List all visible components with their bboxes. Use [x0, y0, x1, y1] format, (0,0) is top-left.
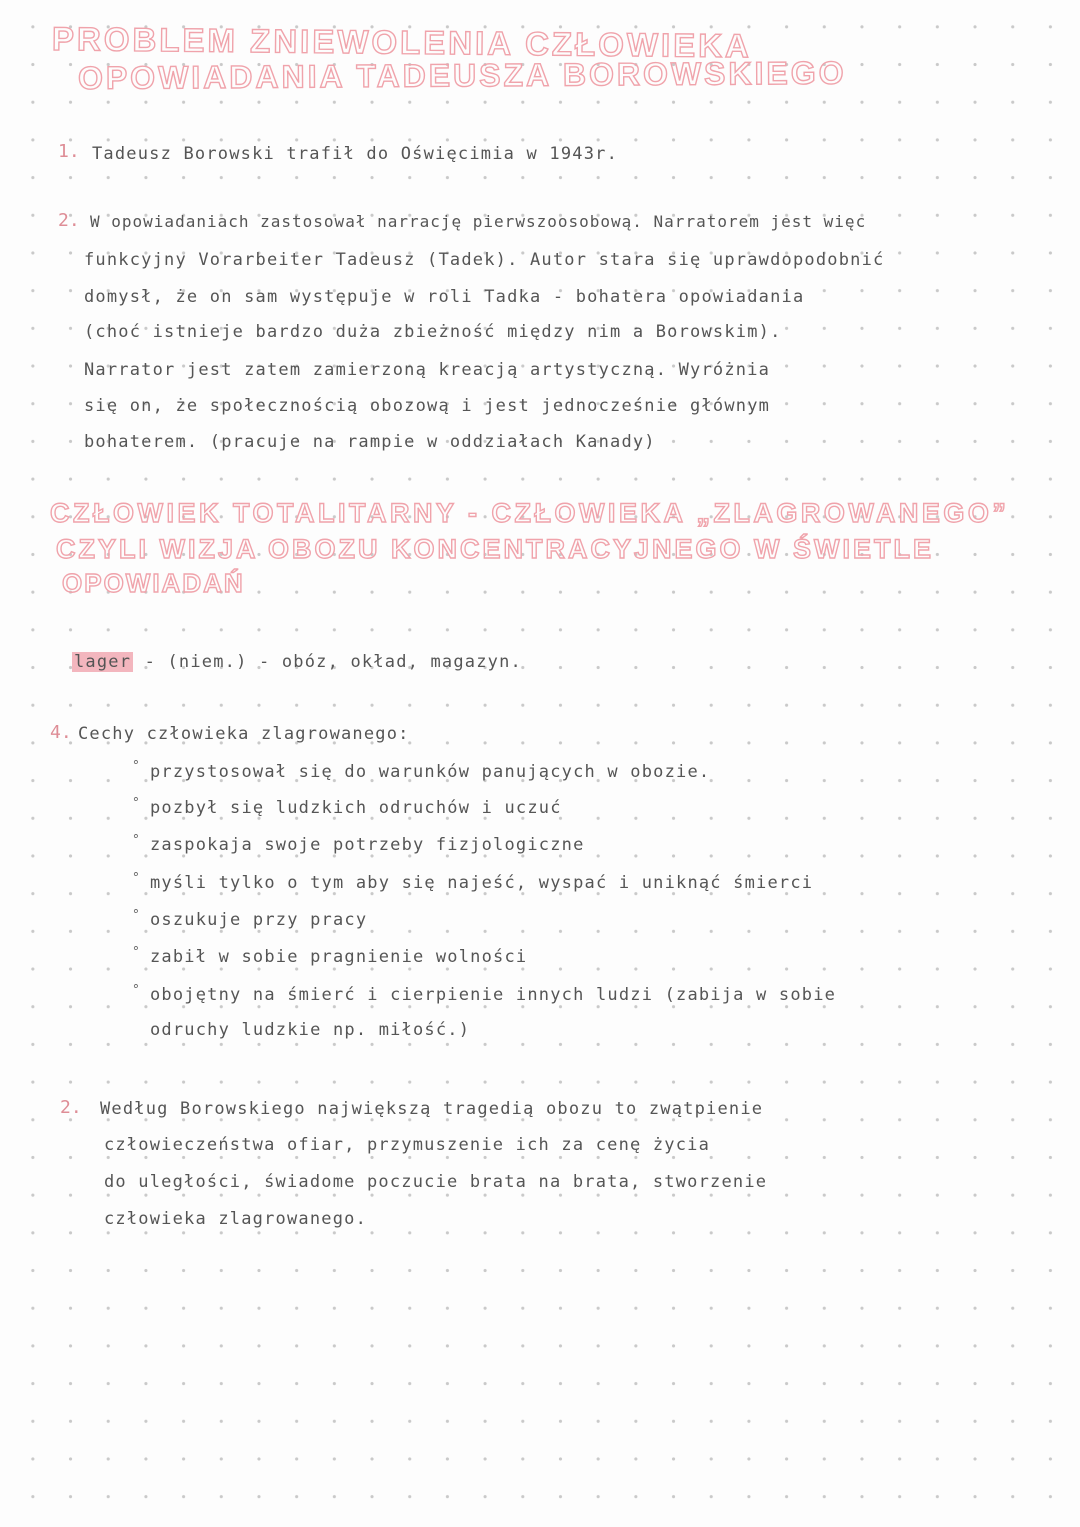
trait-7: obojętny na śmierć i cierpienie innych ludzi (zabija w sobie	[150, 985, 837, 1005]
bullet-icon: °	[132, 796, 140, 811]
item-2-line-3: domysł, że on sam występuje w roli Tadka - bohatera opowiadania	[84, 287, 805, 307]
item-2-line-5: Narrator jest zatem zamierzoną kreacją artystyczną. Wyróżnia	[84, 360, 771, 380]
item-5-line-4: człowieka zlagrowanego.	[104, 1209, 368, 1229]
item-5-line-2: człowieczeństwa ofiar, przymuszenie ich za cenę życia	[104, 1135, 711, 1155]
page-title-line-2: OPOWIADANIA TADEUSZA BOROWSKIEGO	[77, 54, 847, 96]
item-4-intro: Cechy człowieka zlagrowanego:	[78, 724, 410, 744]
bullet-icon: °	[132, 945, 140, 960]
lager-definition	[72, 652, 522, 672]
lager-definition-text: - (niem.) - obóz, okład, magazyn.	[133, 652, 522, 672]
item-2-line-6: się on, że społecznością obozową i jest jednocześnie głównym	[84, 396, 771, 416]
trait-6: zabił w sobie pragnienie wolności	[150, 947, 528, 967]
bullet-icon: °	[132, 908, 140, 923]
bullet-icon: °	[132, 759, 140, 774]
item-2-line-7: bohaterem. (pracuje na rampie w oddziałach Kanady)	[84, 432, 656, 452]
bullet-icon: °	[132, 983, 140, 998]
item-4-number: 4.	[50, 722, 72, 743]
item-5-number: 2.	[60, 1097, 82, 1118]
trait-5: oszukuje przy pracy	[150, 910, 368, 930]
trait-4: myśli tylko o tym aby się najeść, wyspać i uniknąć śmierci	[150, 873, 814, 893]
page-title-line-1: PROBLEM ZNIEWOLENIA CZŁOWIEKA	[51, 20, 753, 65]
item-2-number: 2.	[58, 210, 80, 231]
trait-1: przystosował się do warunków panujących w obozie.	[150, 762, 711, 782]
section-heading-line-3: OPOWIADAŃ	[62, 568, 245, 598]
section-heading-line-2: CZYLI WIZJA OBOZU KONCENTRACYJNEGO W ŚWIETLE	[56, 534, 934, 564]
trait-7-continued: odruchy ludzkie np. miłość.)	[150, 1020, 471, 1040]
trait-2: pozbył się ludzkich odruchów i uczuć	[150, 798, 562, 818]
item-2-line-2: funkcyjny Vorarbeiter Tadeusz (Tadek). Autor stara się uprawdopodobnić	[84, 250, 885, 270]
bullet-icon: °	[132, 833, 140, 848]
trait-3: zaspokaja swoje potrzeby fizjologiczne	[150, 835, 585, 855]
section-heading-line-1: CZŁOWIEK TOTALITARNY - CZŁOWIEKA „ZLAGROWANEGO”	[50, 498, 1010, 528]
item-5-line-3: do uległości, świadome poczucie brata na brata, stworzenie	[104, 1172, 768, 1192]
item-1-text: Tadeusz Borowski trafił do Oświęcimia w 1943r.	[92, 144, 619, 164]
lager-term-highlight: lager	[74, 652, 132, 672]
bullet-icon: °	[132, 871, 140, 886]
item-2-line-4: (choć istnieje bardzo duża zbieżność między nim a Borowskim).	[84, 322, 782, 342]
item-2-line-1: W opowiadaniach zastosował narrację pierwszoosobową. Narratorem jest więc	[90, 212, 867, 231]
item-1-number: 1.	[58, 141, 80, 162]
item-5-line-1: Według Borowskiego największą tragedią obozu to zwątpienie	[100, 1099, 764, 1119]
